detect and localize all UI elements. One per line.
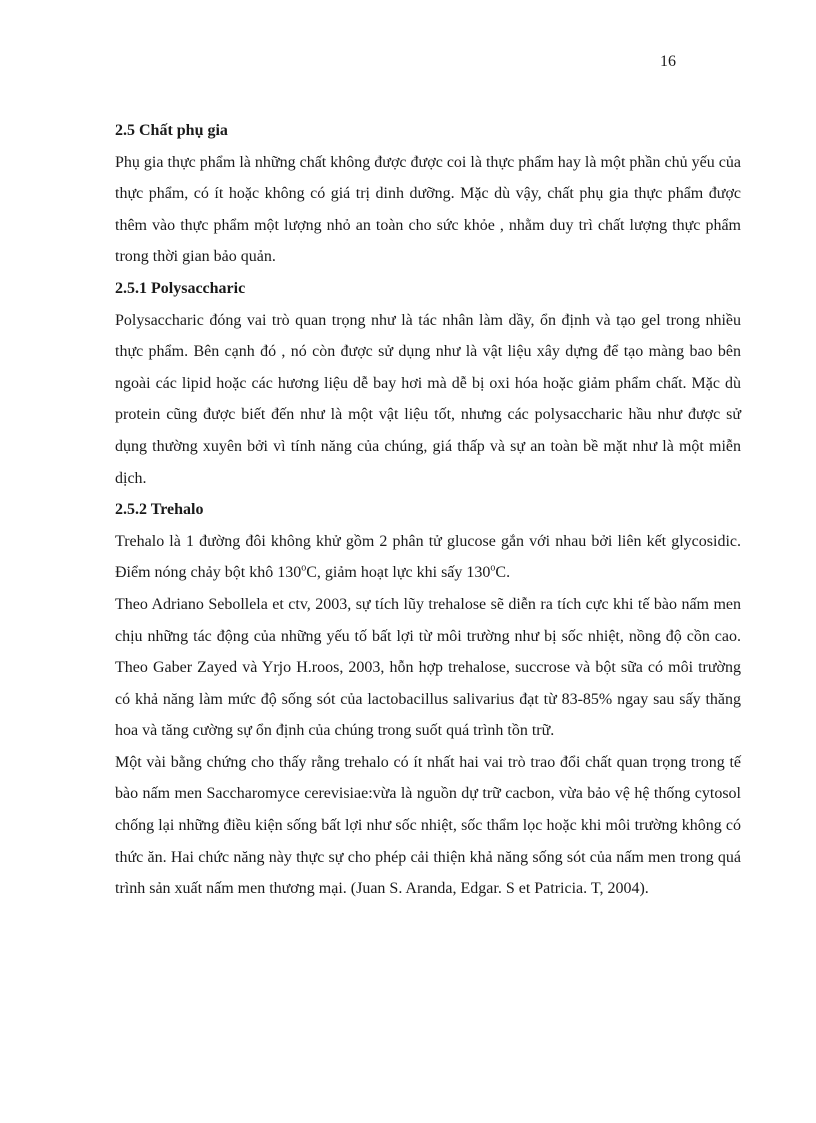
paragraph-food-additives: Phụ gia thực phẩm là những chất không được được coi là thực phẩm hay là một phần chủ yếu của thực phẩm, có ít hoặc không có giá trị dinh dưỡng. Mặc dù vậy, chất phụ gia thực phẩm được thêm vào thực phẩm một lượng nhỏ an toàn cho sức khỏe , nhằm duy trì chất lượng thực phẩm trong thời gian bảo quản. (115, 153, 741, 266)
page-number: 16 (660, 53, 676, 70)
section-heading-2-5: 2.5 Chất phụ gia (115, 122, 228, 139)
section-2-5-2 (115, 494, 741, 905)
degree-superscript: o (301, 562, 307, 574)
paragraph-trehalo-roles: Một vài bằng chứng cho thấy rằng trehalo có ít nhất hai vai trò trao đổi chất quan trọng trong tế bào nấm men Saccharomyce cerevisiae:vừa là nguồn dự trữ cacbon, vừa bảo vệ hệ thống cytosol chống lại những điều kiện sống bất lợi như sốc nhiệt, sốc thẩm lọc hoặc khi môi trường không có thức ăn. Hai chức năng này thực sự cho phép cải thiện khả năng sống sót của nấm men trong quá trình sản xuất nấm men thương mại. (Juan S. Aranda, Edgar. S et Patricia. T, 2004). (115, 753, 741, 898)
section-heading-2-5-1: 2.5.1 Polysaccharic (115, 279, 246, 297)
text-run: C. (495, 564, 511, 582)
section-2-5-1 (115, 273, 741, 494)
paragraph-polysaccharic: Polysaccharic đóng vai trò quan trọng như là tác nhân làm dầy, ổn định và tạo gel trong nhiều thực phẩm. Bên cạnh đó , nó còn được sử dụng như là vật liệu xây dựng để tạo màng bao bên ngoài các lipid hoặc các hương liệu dễ bay hơi mà dễ bị oxi hóa hoặc giảm phẩm chất. Mặc dù protein cũng được biết đến như là một vật liệu tốt, nhưng các polysaccharic hầu như được sử dụng thường xuyên bởi vì tính năng của chúng, giá thấp và sự an toàn bề mặt như là một miễn dịch. (115, 311, 741, 487)
degree-superscript: o (490, 562, 496, 574)
document-body (115, 115, 741, 905)
text-run: Trehalo là 1 đường đôi không khử gồm 2 phân tử glucose gắn với nhau bởi liên kết glycosidic. Điểm nóng chảy bột khô 130 (115, 532, 741, 582)
paragraph-trehalo-definition (115, 526, 741, 589)
section-heading-2-5-2: 2.5.2 Trehalo (115, 501, 204, 519)
text-run: C, giảm hoạt lực khi sấy 130 (306, 564, 491, 582)
paragraph-trehalose-accumulation: Theo Adriano Sebollela et ctv, 2003, sự tích lũy trehalose sẽ diễn ra tích cực khi tế bào nấm men chịu những tác động của những yếu tố bất lợi từ môi trường như bị sốc nhiệt, nồng độ cồn cao. Theo Gaber Zayed và Yrjo H.roos, 2003, hỗn hợp trehalose, succrose và bột sữa có môi trường có khả năng làm mức độ sống sót của lactobacillus salivarius đạt từ 83-85% ngay sau sấy thăng hoa và tăng cường sự ổn định của chúng trong suốt quá trình tồn trữ. (115, 595, 741, 740)
section-2-5 (115, 115, 741, 273)
